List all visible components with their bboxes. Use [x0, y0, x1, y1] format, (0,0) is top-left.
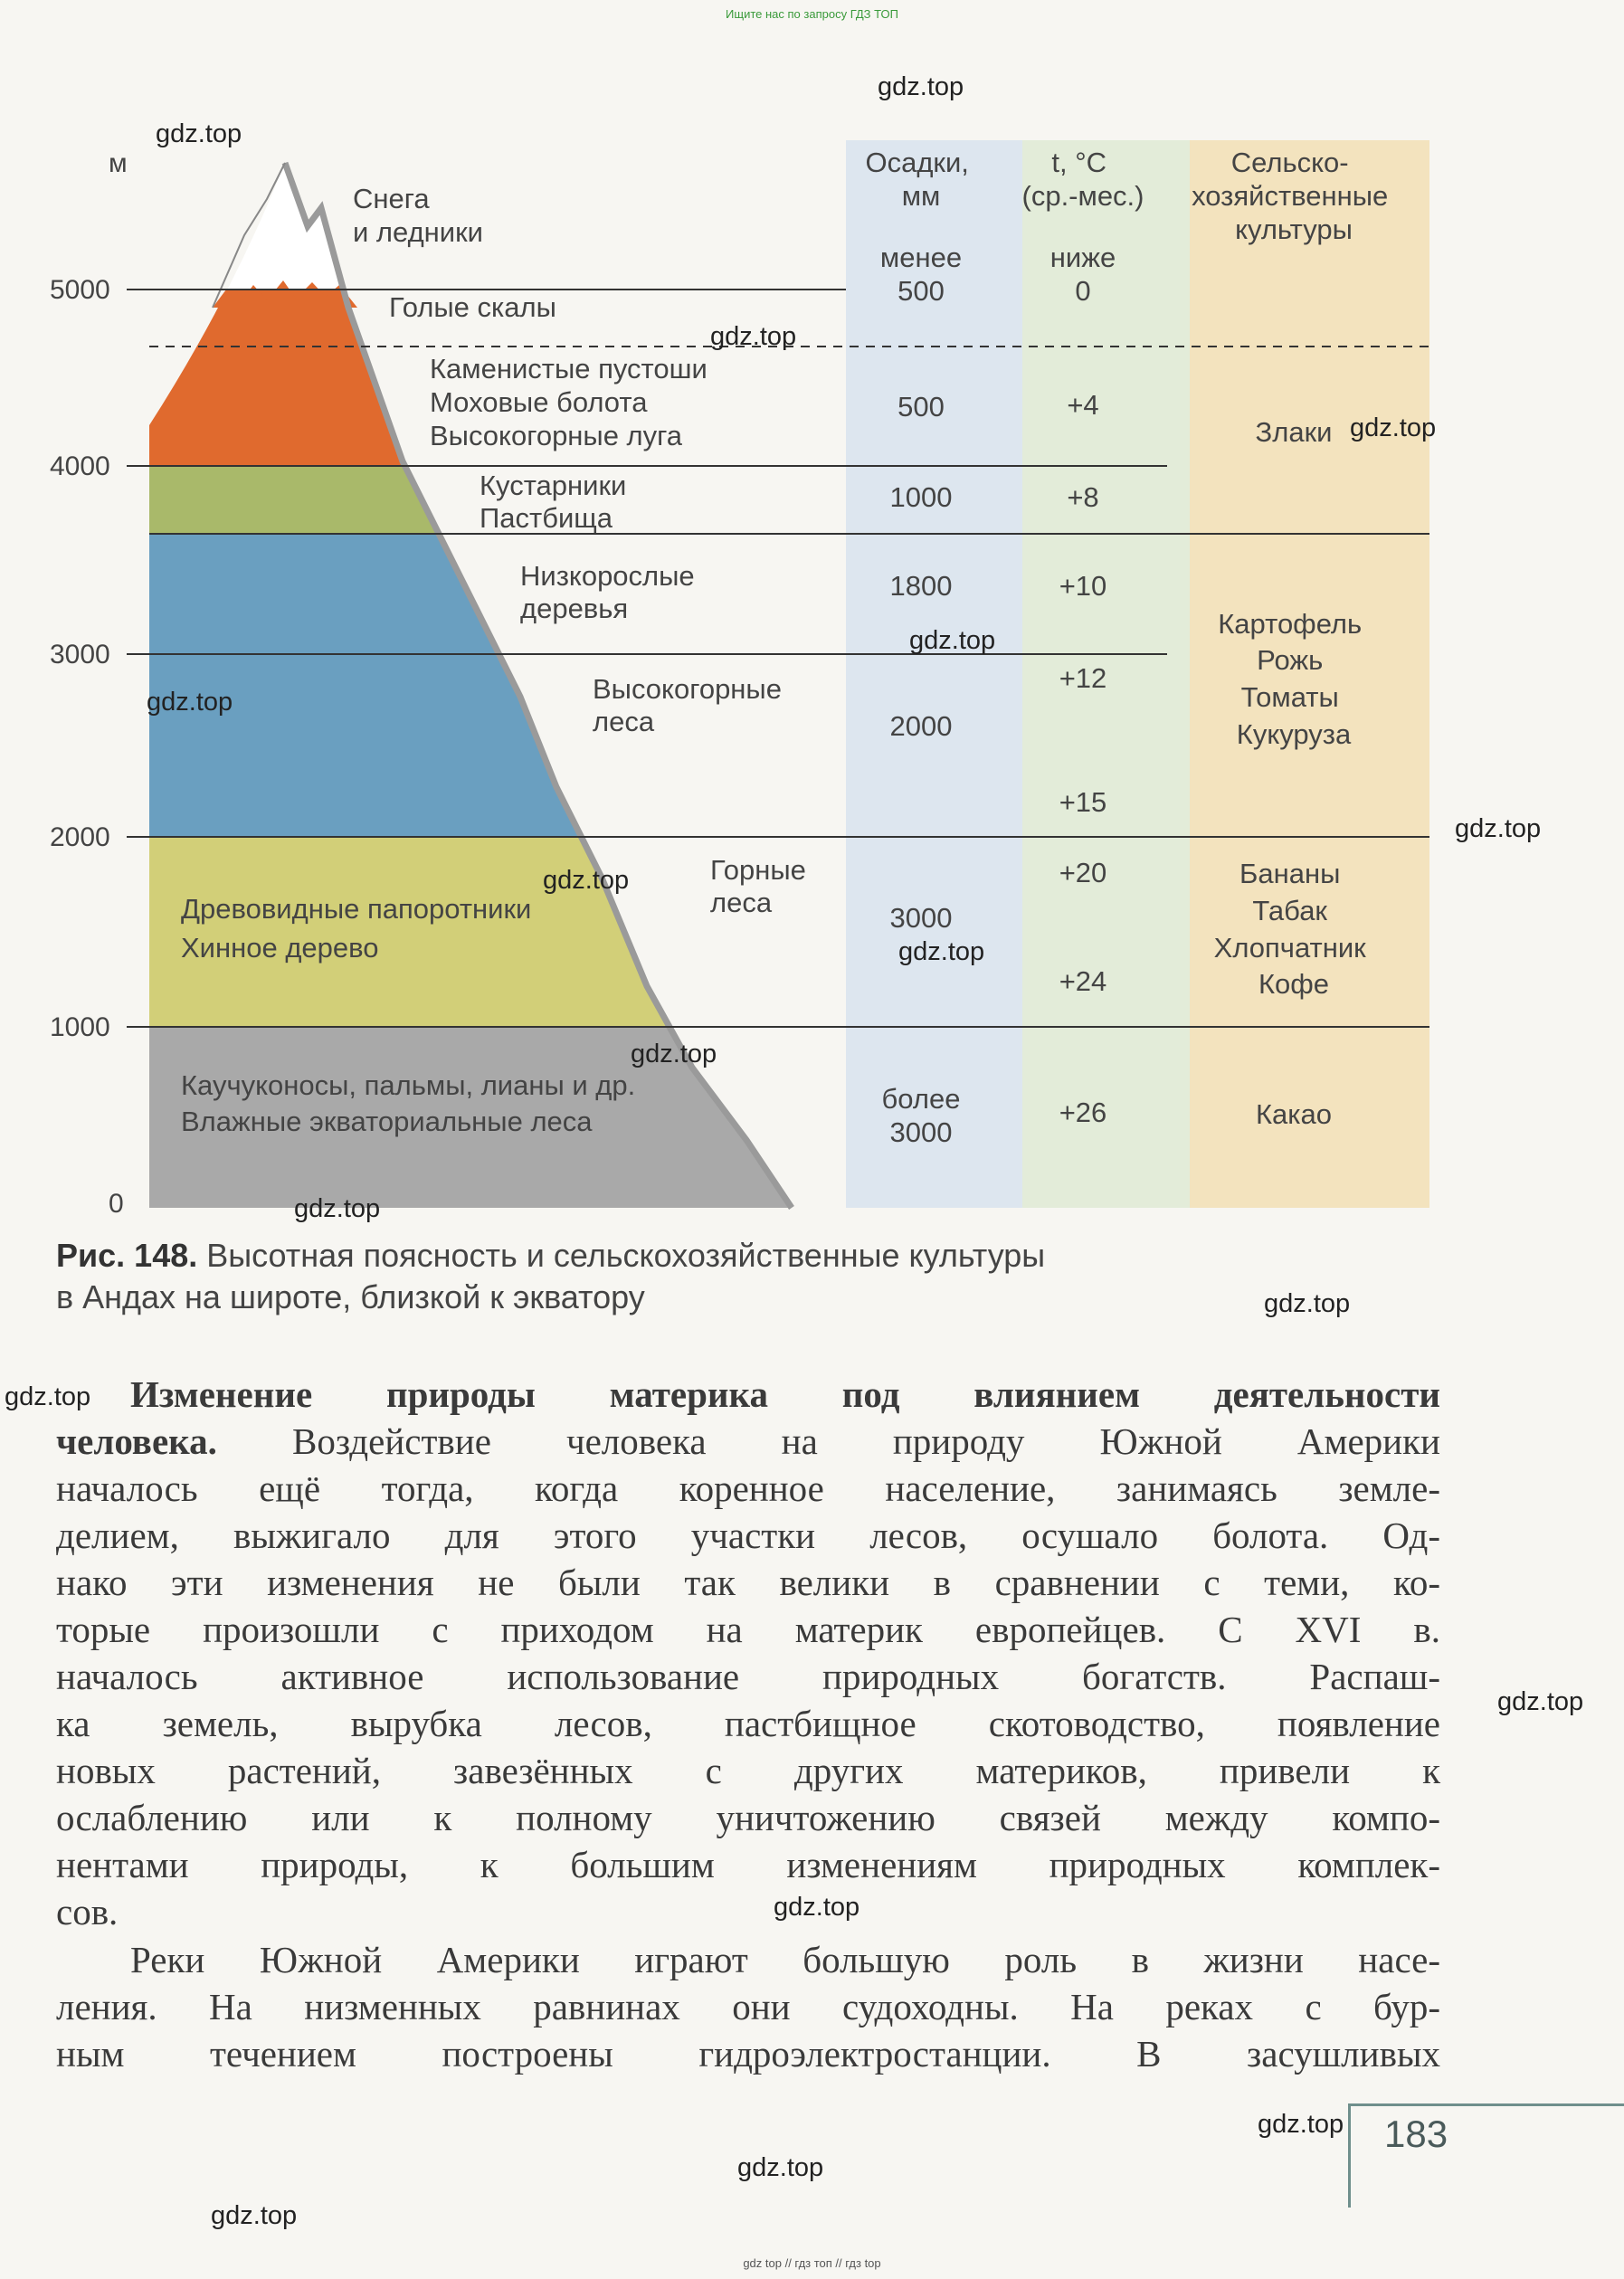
y-tick-3000: 3000 [50, 640, 110, 669]
precip-value: 1000 [889, 481, 953, 513]
caption-line2: в Андах на широте, близкой к экватору [56, 1278, 645, 1315]
watermark: gdz.top [909, 626, 996, 655]
precip-value: 3000 [889, 902, 953, 934]
paragraph-line: нако эти изменения не были так велики в сравнении с теми, ко- [56, 1562, 1440, 1603]
zone-mountainforest-label: Горные леса [710, 854, 806, 918]
zone-rocks-label: Голые скалы [389, 291, 556, 323]
watermark: gdz.top [737, 2153, 824, 2182]
page-number: 183 [1384, 2113, 1448, 2155]
zone-shrubs-label: Кустарники Пастбища [480, 470, 627, 534]
page-number-rule-vertical [1348, 2103, 1351, 2208]
y-tick-5000: 5000 [50, 275, 110, 305]
precip-value: 2000 [889, 710, 953, 742]
paragraph-line: сов. [56, 1891, 119, 1932]
temp-value: +10 [1059, 570, 1107, 602]
watermark: gdz.top [1350, 413, 1437, 442]
zone-equatorial-label: Каучуконосы, пальмы, лианы и др. Влажные экваториальные леса [181, 1069, 636, 1137]
caption-label: Рис. 148. [56, 1237, 198, 1274]
bottom-banner: gdz top // гдз топ // гдз top [743, 2256, 881, 2270]
y-tick-4000: 4000 [50, 451, 110, 481]
precip-value: 1800 [889, 570, 953, 602]
temp-value: +4 [1067, 389, 1099, 421]
paragraph-line: новых растений, завезённых с других материков, привели к [56, 1750, 1440, 1791]
crops-header: Сельско- хозяйственные культуры [1192, 147, 1389, 245]
paragraph-line: ным течением построены гидроэлектростанции. В засушливых [56, 2033, 1440, 2075]
crop-label: Какао [1255, 1098, 1333, 1130]
zone-highforest-label: Высокогорные леса [593, 673, 782, 737]
crop-label: Картофель Рожь Томаты Кукуруза [1218, 608, 1363, 750]
paragraph-line: началось активное использование природных богатств. Распаш- [56, 1656, 1440, 1697]
temp-value: +8 [1067, 481, 1099, 513]
paragraph-line: нентами природы, к большим изменениям природных комплек- [56, 1844, 1440, 1885]
paragraph-line: ления. На низменных равнинах они судоходны. На реках с бур- [56, 1986, 1440, 2027]
caption-line1: Высотная поясность и сельскохозяйственные культуры [197, 1237, 1046, 1274]
temp-value: ниже 0 [1049, 242, 1116, 307]
watermark: gdz.top [5, 1382, 91, 1411]
watermark: gdz.top [294, 1194, 381, 1223]
section-heading-end: человека. [56, 1420, 217, 1462]
precip-value: 500 [897, 391, 945, 423]
watermark: gdz.top [898, 937, 985, 966]
crop-label: Бананы Табак Хлопчатник Кофе [1213, 858, 1366, 1000]
y-tick-2000: 2000 [50, 822, 110, 852]
watermark: gdz.top [774, 1893, 860, 1922]
watermark: gdz.top [211, 2201, 298, 2230]
watermark: gdz.top [1264, 1289, 1351, 1318]
paragraph-line: торые произошли с приходом на материк европейцев. С XVI в. [56, 1609, 1440, 1650]
watermark: gdz.top [156, 119, 242, 148]
paragraph-line: ка земель, вырубка лесов, пастбищное скотоводство, появление [56, 1703, 1440, 1744]
precip-value: менее 500 [879, 242, 963, 307]
precip-value: более 3000 [881, 1083, 961, 1148]
temp-value: +15 [1059, 786, 1107, 818]
top-banner: Ищите нас по запросу ГДЗ ТОП [726, 7, 898, 21]
zone-lowtrees-label: Низкорослые деревья [520, 560, 695, 624]
paragraph-line: ослаблению или к полному уничтожению связей между компо- [56, 1797, 1440, 1838]
watermark: gdz.top [878, 72, 964, 101]
watermark: gdz.top [631, 1040, 717, 1068]
zone-snow-fill [140, 136, 864, 290]
watermark: gdz.top [1497, 1687, 1584, 1716]
zone-alpine-label: Каменистые пустоши Моховые болота Высокогорные луга [430, 353, 708, 451]
watermark: gdz.top [147, 688, 233, 717]
temp-value: +20 [1059, 857, 1107, 888]
temp-value: +24 [1059, 965, 1107, 997]
section-heading: Изменение природы материка под влиянием деятельности [130, 1373, 1440, 1415]
zone-ferns-label: Древовидные папоротники Хинное дерево [181, 893, 532, 964]
paragraph-line: Реки Южной Америки играют большую роль в жизни насе- [130, 1939, 1440, 1980]
y-unit: м [109, 148, 128, 178]
watermark: gdz.top [1258, 2110, 1344, 2139]
temp-header: t, °C (ср.-мес.) [1021, 147, 1144, 212]
altitude-zonation-figure [50, 136, 1429, 1217]
watermark: gdz.top [543, 866, 630, 895]
temp-value: +26 [1059, 1097, 1107, 1128]
paragraph-rivers [56, 1936, 1440, 2077]
watermark: gdz.top [1455, 814, 1542, 843]
zone-snow-label: Снега и ледники [353, 183, 483, 248]
paragraph-line: делием, выжигало для этого участки лесов, осушало болота. Од- [56, 1515, 1440, 1556]
crop-label: Злаки [1255, 416, 1333, 448]
paragraph-text: Воздействие человека на природу Южной Америки [216, 1420, 1440, 1462]
precip-header: Осадки, мм [865, 147, 969, 212]
paragraph-line: началось ещё тогда, когда коренное население, занимаясь земле- [56, 1467, 1440, 1509]
page-number-rule [1348, 2103, 1624, 2106]
y-tick-1000: 1000 [50, 1012, 110, 1042]
temp-value: +12 [1059, 662, 1107, 694]
paragraph-human-impact [56, 1371, 1440, 1935]
watermark: gdz.top [710, 322, 797, 351]
figure-caption [56, 1235, 1467, 1318]
y-tick-0: 0 [109, 1189, 124, 1217]
